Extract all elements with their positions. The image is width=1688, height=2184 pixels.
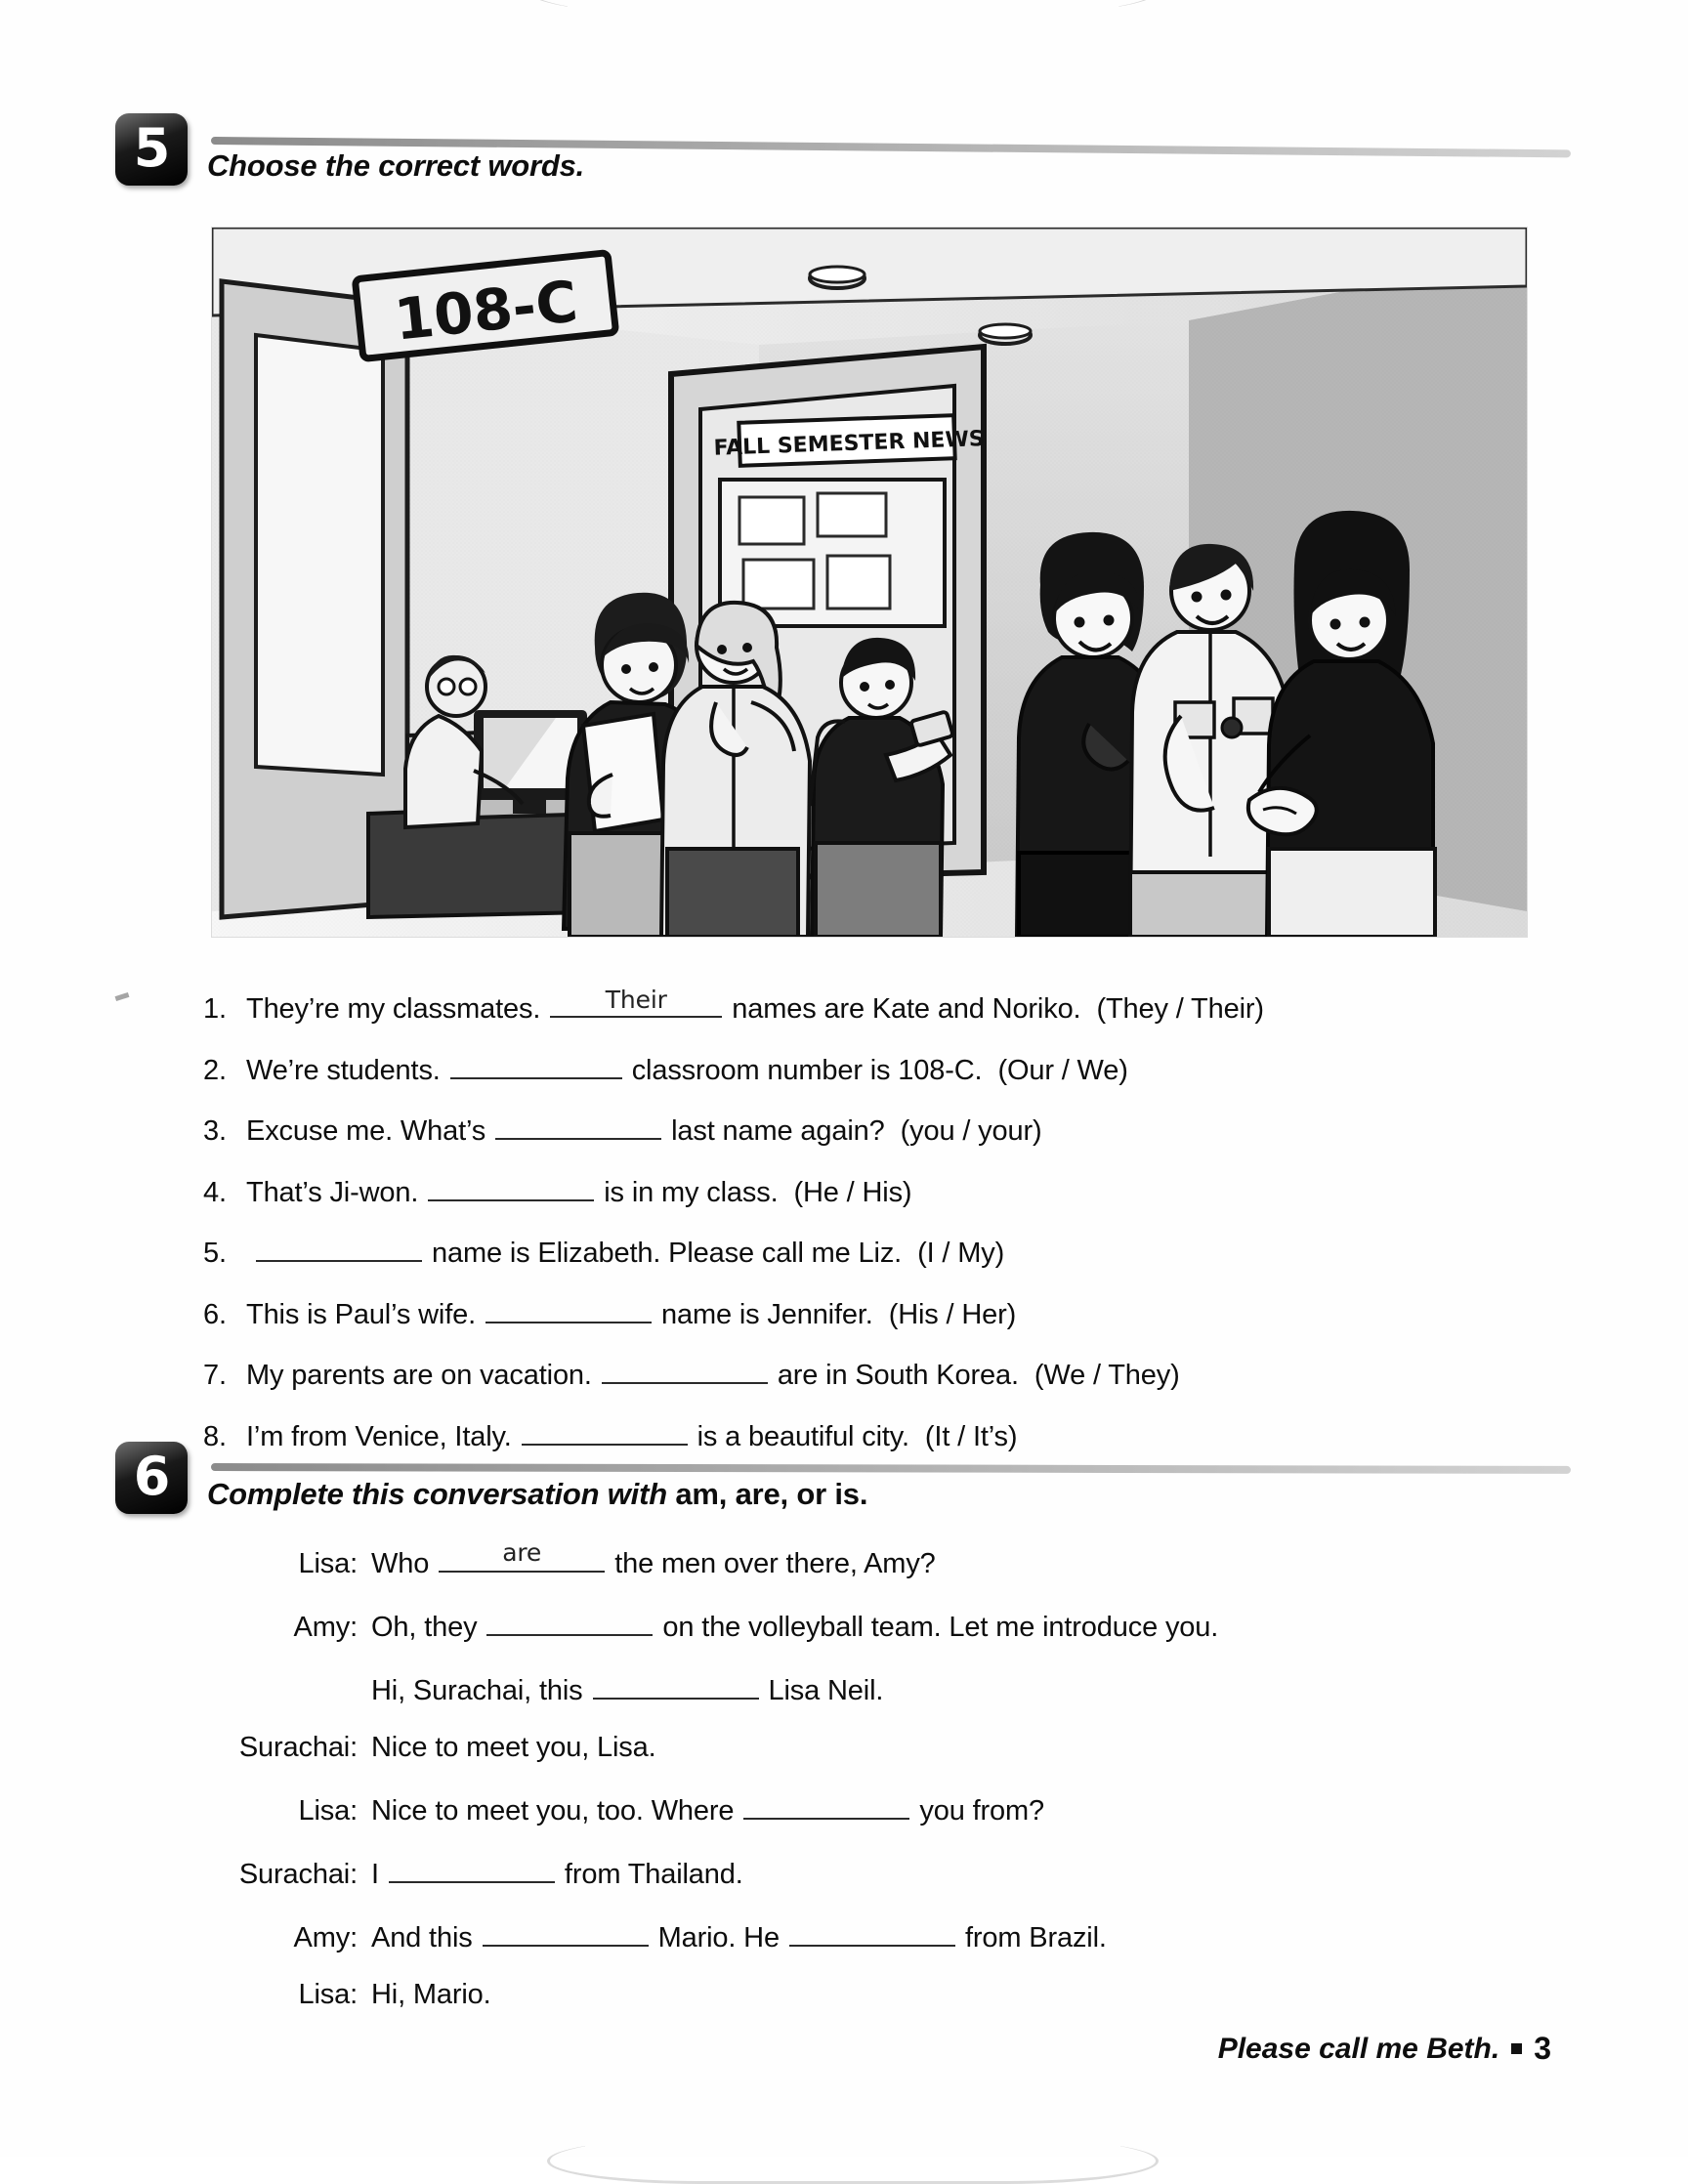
utterance-before: Hi, Mario. bbox=[371, 1979, 491, 2010]
exercise-item bbox=[203, 1231, 1532, 1268]
item-text-after: is a beautiful city. bbox=[696, 1420, 909, 1452]
conversation-line bbox=[203, 1605, 1571, 1644]
utterance-after: from Thailand. bbox=[564, 1859, 743, 1890]
utterance bbox=[371, 1915, 1107, 1954]
conversation-line bbox=[203, 1538, 1571, 1580]
speaker-label: Surachai: bbox=[238, 1732, 358, 1763]
item-choices: (They / Their) bbox=[1096, 993, 1264, 1025]
speaker-label: Lisa: bbox=[298, 1795, 358, 1827]
utterance bbox=[371, 1668, 883, 1707]
item-choices: (We / They) bbox=[1034, 1360, 1180, 1391]
exercise-5-header bbox=[115, 113, 584, 186]
answer-blank[interactable] bbox=[389, 1852, 555, 1883]
item-text-before: They’re my classmates. bbox=[246, 993, 541, 1025]
answer-blank-second[interactable] bbox=[789, 1915, 955, 1947]
item-choices: (His / Her) bbox=[888, 1298, 1017, 1330]
exercise-6-title-keywords: am, are, or is. bbox=[675, 1477, 868, 1511]
conversation-line bbox=[203, 1668, 1571, 1707]
utterance bbox=[371, 1732, 656, 1764]
speaker-label: Lisa: bbox=[298, 1979, 358, 2010]
utterance-after: you from? bbox=[919, 1795, 1044, 1827]
item-number: 3. bbox=[203, 1115, 227, 1147]
item-number: 6. bbox=[203, 1298, 227, 1330]
item-number: 7. bbox=[203, 1360, 227, 1391]
answer-blank[interactable] bbox=[483, 1915, 649, 1947]
item-text-before: My parents are on vacation. bbox=[246, 1360, 592, 1391]
utterance bbox=[371, 1852, 743, 1891]
exercise-item bbox=[203, 987, 1532, 1024]
page-number: 3 bbox=[1534, 2031, 1551, 2066]
exercise-6-title-italic: Complete this conversation with bbox=[207, 1477, 667, 1511]
item-number: 5. bbox=[203, 1238, 227, 1269]
item-text-after: last name again? bbox=[671, 1115, 885, 1147]
answer-blank[interactable] bbox=[495, 1109, 661, 1140]
answer-blank[interactable] bbox=[485, 1292, 652, 1323]
utterance-after: Mario. He bbox=[657, 1922, 780, 1953]
utterance-before: And this bbox=[371, 1922, 473, 1953]
answer-blank[interactable] bbox=[602, 1353, 768, 1384]
item-text-before: Excuse me. What’s bbox=[246, 1115, 486, 1147]
item-text-after: name is Elizabeth. Please call me Liz. bbox=[432, 1238, 903, 1269]
item-text-after: are in South Korea. bbox=[777, 1360, 1019, 1391]
exercise-6-title bbox=[207, 1477, 867, 1514]
svg-text:FALL SEMESTER NEWS: FALL SEMESTER NEWS bbox=[713, 427, 986, 461]
answer-blank[interactable] bbox=[450, 1048, 622, 1079]
answer-blank[interactable] bbox=[743, 1788, 909, 1820]
utterance-before: Nice to meet you, too. Where bbox=[371, 1795, 735, 1827]
item-choices: (Our / We) bbox=[997, 1054, 1128, 1086]
svg-text:108-C: 108-C bbox=[391, 268, 581, 354]
conversation-line bbox=[203, 1732, 1571, 1764]
exercise-5-number: 5 bbox=[115, 113, 188, 186]
answer-blank[interactable] bbox=[593, 1668, 759, 1700]
utterance-before: Hi, Surachai, this bbox=[371, 1675, 583, 1706]
item-choices: (It / It’s) bbox=[924, 1420, 1018, 1452]
answer-blank[interactable] bbox=[522, 1414, 688, 1446]
answer-blank[interactable] bbox=[486, 1605, 653, 1636]
scan-stray-mark bbox=[115, 992, 130, 1001]
exercise-item bbox=[203, 1048, 1532, 1085]
exercise-5-items bbox=[203, 987, 1532, 1475]
exercise-5-title: Choose the correct words. bbox=[207, 148, 585, 183]
scan-edge-top bbox=[528, 0, 1159, 15]
item-number: 4. bbox=[203, 1176, 227, 1208]
item-number: 1. bbox=[203, 993, 227, 1025]
answer-blank[interactable] bbox=[256, 1231, 422, 1262]
item-choices: (I / My) bbox=[917, 1238, 1005, 1269]
item-text-after: name is Jennifer. bbox=[661, 1298, 873, 1330]
answer-text: are bbox=[502, 1538, 542, 1567]
scan-edge-bottom bbox=[547, 2138, 1159, 2184]
utterance bbox=[371, 1605, 1218, 1644]
exercise-item bbox=[203, 1109, 1532, 1146]
conversation-line bbox=[203, 1915, 1571, 1954]
answer-blank[interactable] bbox=[550, 987, 722, 1018]
speaker-label: Amy: bbox=[293, 1922, 358, 1953]
speaker-label: Amy: bbox=[293, 1612, 358, 1643]
item-choices: (He / His) bbox=[793, 1176, 912, 1208]
answer-blank[interactable] bbox=[439, 1538, 605, 1573]
item-text-before: That’s Ji-won. bbox=[246, 1176, 419, 1208]
utterance-before: I bbox=[371, 1859, 379, 1890]
exercise-6-header bbox=[115, 1442, 867, 1514]
utterance bbox=[371, 1788, 1044, 1827]
speaker-label: Lisa: bbox=[298, 1548, 358, 1579]
item-text-before: I’m from Venice, Italy. bbox=[246, 1420, 512, 1452]
utterance-after-second: from Brazil. bbox=[964, 1922, 1107, 1953]
speaker-label: Surachai: bbox=[238, 1859, 358, 1890]
page-footer bbox=[1218, 2031, 1551, 2067]
utterance-before: Nice to meet you, Lisa. bbox=[371, 1732, 656, 1763]
conversation-line bbox=[203, 1788, 1571, 1827]
item-number: 8. bbox=[203, 1420, 227, 1452]
utterance bbox=[371, 1538, 936, 1580]
item-text-before: We’re students. bbox=[246, 1054, 441, 1086]
item-choices: (you / your) bbox=[900, 1115, 1042, 1147]
footer-unit-title: Please call me Beth. bbox=[1217, 2032, 1500, 2065]
answer-blank[interactable] bbox=[428, 1170, 594, 1201]
classroom-hallway-illustration bbox=[211, 227, 1528, 938]
utterance bbox=[371, 1979, 491, 2011]
utterance-after: Lisa Neil. bbox=[768, 1675, 884, 1706]
item-text-after: names are Kate and Noriko. bbox=[732, 993, 1081, 1025]
item-text-after: classroom number is 108-C. bbox=[631, 1054, 983, 1086]
conversation-line bbox=[203, 1979, 1571, 2011]
item-number: 2. bbox=[203, 1054, 227, 1086]
exercise-6-conversation bbox=[203, 1538, 1571, 2036]
answer-text: Their bbox=[605, 986, 667, 1014]
utterance-after: the men over there, Amy? bbox=[614, 1548, 936, 1579]
exercise-item bbox=[203, 1292, 1532, 1329]
utterance-after: on the volleyball team. Let me introduce you. bbox=[662, 1612, 1219, 1643]
item-text-before: This is Paul’s wife. bbox=[246, 1298, 476, 1330]
utterance-before: Who bbox=[371, 1548, 430, 1579]
exercise-item bbox=[203, 1170, 1532, 1207]
item-text-after: is in my class. bbox=[604, 1176, 779, 1208]
conversation-line bbox=[203, 1852, 1571, 1891]
utterance-before: Oh, they bbox=[371, 1612, 478, 1643]
exercise-6-number: 6 bbox=[115, 1442, 188, 1514]
footer-square-icon bbox=[1511, 2043, 1522, 2054]
exercise-item bbox=[203, 1353, 1532, 1390]
